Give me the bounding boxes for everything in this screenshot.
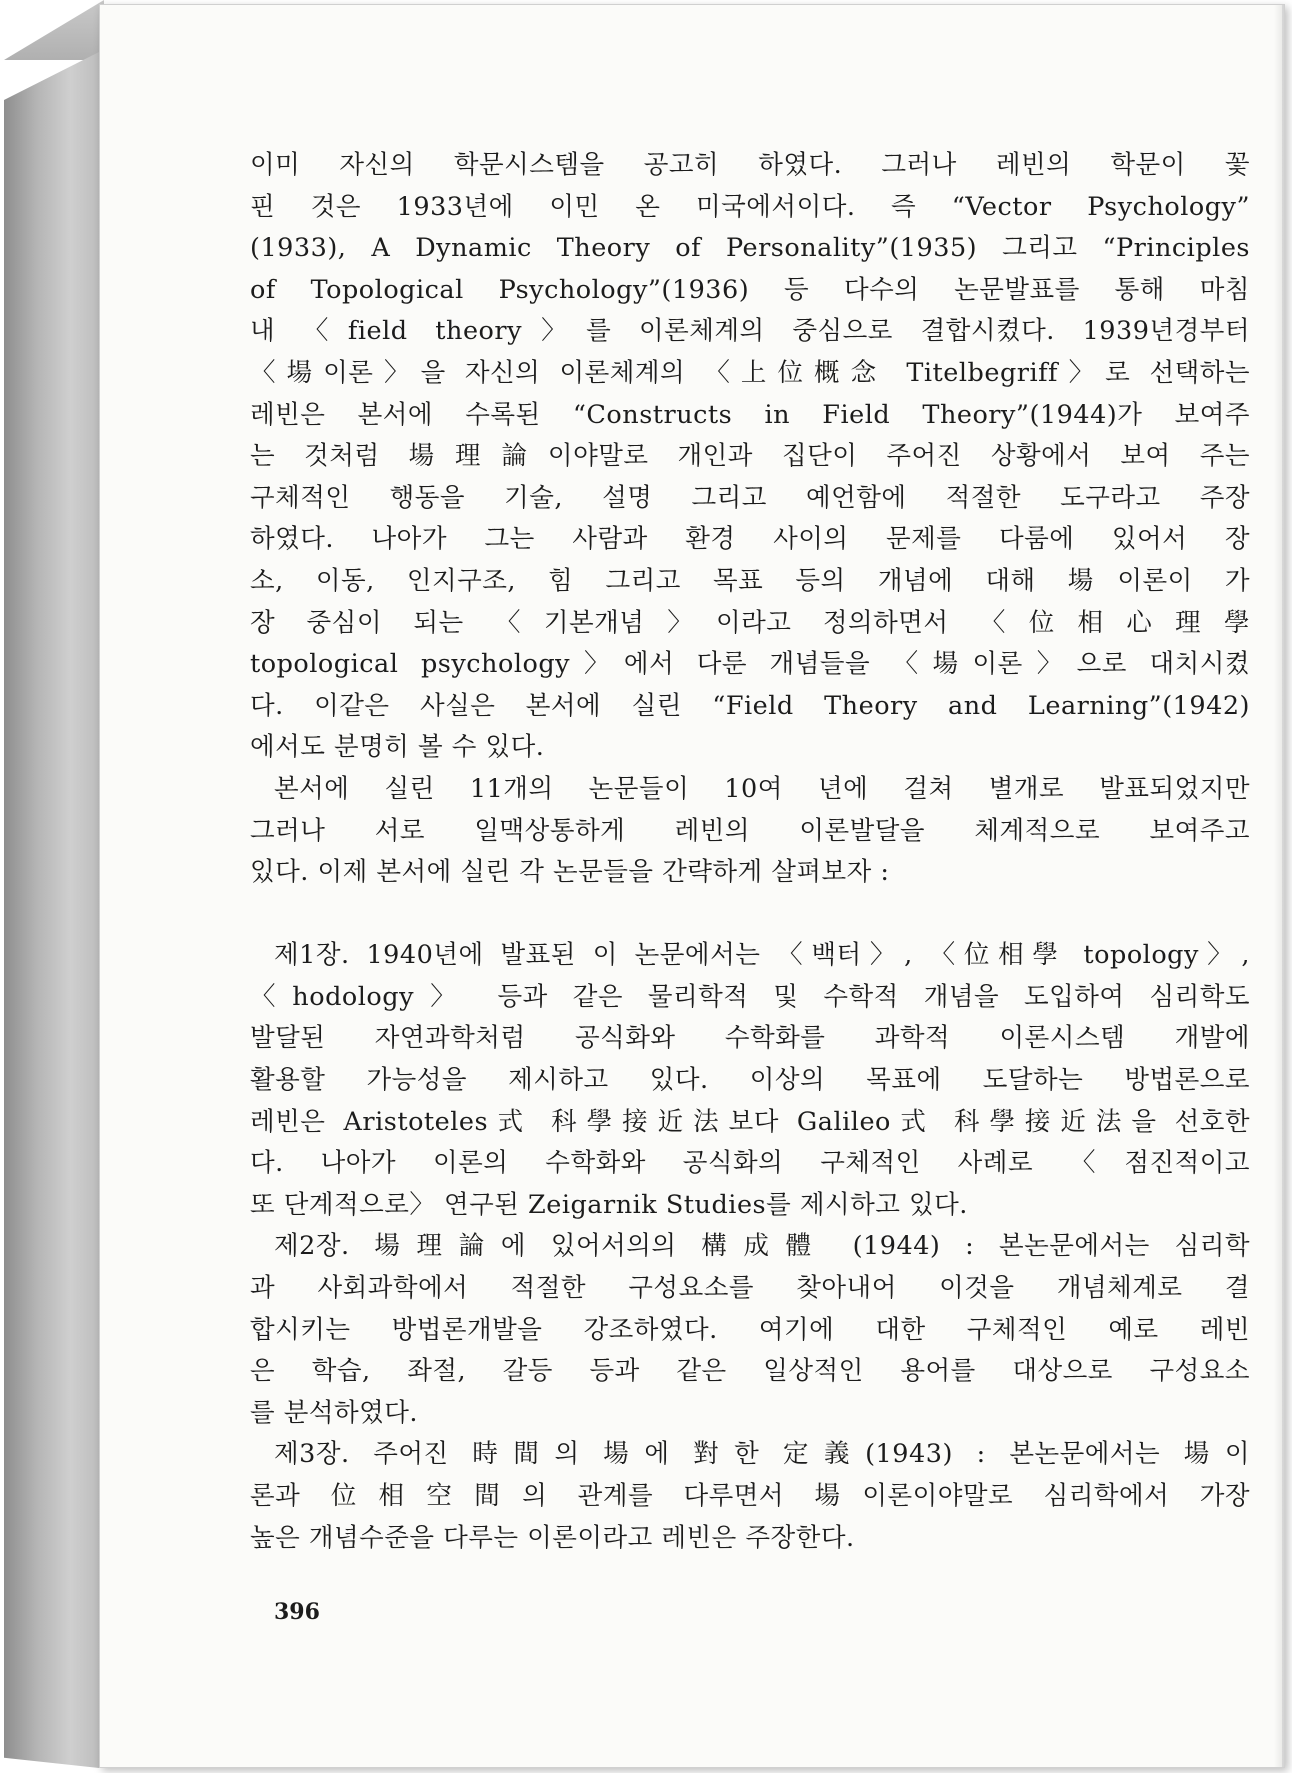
text-line: 높은 개념수준을 다루는 이론이라고 레빈은 주장한다. xyxy=(250,1522,855,1553)
text-line: 소, 이동, 인지구조, 힘 그리고 목표 등의 개념에 대해 場이론이 가 xyxy=(250,565,1250,596)
text-line: 있다. 이제 본서에 실린 각 논문들을 간략하게 살펴보자 : xyxy=(250,857,890,888)
text-line: 구체적인 행동을 기술, 설명 그리고 예언함에 적절한 도구라고 주장 xyxy=(250,482,1250,513)
text-line: 내 〈field theory〉를 이론체계의 중심으로 결합시켰다. 1939년경부터 xyxy=(250,316,1250,347)
text-line: 제2장. 場理論에 있어서의의 構成體 (1944) : 본논문에서는 심리학 xyxy=(274,1231,1250,1262)
text-line: 〈hodology〉 등과 같은 물리학적 및 수학적 개념을 도입하여 심리학도 xyxy=(250,981,1250,1012)
text-line: 핀 것은 1933년에 이민 온 미국에서이다. 즉 “Vector Psychology” xyxy=(250,191,1250,222)
text-line: 를 분석하였다. xyxy=(250,1397,419,1428)
text-line: 과 사회과학에서 적절한 구성요소를 찾아내어 이것을 개념체계로 결 xyxy=(250,1273,1250,1304)
text-line: 합시키는 방법론개발을 강조하였다. 여기에 대한 구체적인 예로 레빈 xyxy=(250,1314,1250,1345)
text-line: 본서에 실린 11개의 논문들이 10여 년에 걸쳐 별개로 발표되었지만 xyxy=(274,773,1250,804)
text-line: 하였다. 나아가 그는 사람과 환경 사이의 문제를 다룸에 있어서 장 xyxy=(250,524,1250,555)
text-line: 다. 이같은 사실은 본서에 실린 “Field Theory and Learning”(1942) xyxy=(250,690,1250,721)
page-number: 396 xyxy=(274,1599,320,1625)
text-line: 은 학습, 좌절, 갈등 등과 같은 일상적인 용어를 대상으로 구성요소 xyxy=(250,1356,1250,1387)
page-body-text xyxy=(250,145,1250,1559)
text-line: 레빈은 Aristoteles式 科學接近法보다 Galileo式 科學接近法을 선호한 xyxy=(250,1106,1250,1137)
text-line: 제3장. 주어진 時間의 場에 對한 定義(1943) : 본논문에서는 場이 xyxy=(274,1439,1250,1470)
text-line: of Topological Psychology”(1936) 등 다수의 논문발표를 통해 마침 xyxy=(250,274,1250,305)
text-line: 장 중심이 되는 〈기본개념〉이라고 정의하면서 〈位相心理學 xyxy=(250,607,1250,638)
text-line: 또 단계적으로〉 연구된 Zeigarnik Studies를 제시하고 있다. xyxy=(250,1189,968,1220)
book-page xyxy=(99,4,1285,1768)
text-line: (1933), A Dynamic Theory of Personality”(1935) 그리고 “Principles xyxy=(250,233,1250,264)
paragraph-gap xyxy=(250,894,1250,936)
text-line: 제1장. 1940년에 발표된 이 논문에서는 〈백터〉, 〈位相學 topology〉, xyxy=(274,940,1250,971)
text-line: 발달된 자연과학처럼 공식화와 수학화를 과학적 이론시스템 개발에 xyxy=(250,1023,1250,1054)
text-line: topological psychology〉에서 다룬 개념들을 〈場이론〉으로 대치시켰 xyxy=(250,649,1250,680)
book-top-edge xyxy=(4,0,104,60)
text-line: 이미 자신의 학문시스템을 공고히 하였다. 그러나 레빈의 학문이 꽃 xyxy=(250,150,1250,180)
text-line: 〈場이론〉을 자신의 이론체계의 〈上位概念 Titelbegriff〉로 선택하는 xyxy=(250,357,1250,388)
text-line: 론과 位相空間의 관계를 다루면서 場이론이야말로 심리학에서 가장 xyxy=(250,1481,1250,1511)
text-line: 레빈은 본서에 수록된 “Constructs in Field Theory”(1944)가 보여주 xyxy=(250,399,1250,430)
text-line: 는 것처럼 場理論이야말로 개인과 집단이 주어진 상황에서 보여 주는 xyxy=(250,441,1250,472)
page-edge-shade xyxy=(1274,5,1284,1767)
text-line: 그러나 서로 일맥상통하게 레빈의 이론발달을 체계적으로 보여주고 xyxy=(250,815,1250,846)
book-spine xyxy=(4,52,99,1768)
text-line: 에서도 분명히 볼 수 있다. xyxy=(250,732,545,763)
text-line: 다. 나아가 이론의 수학화와 공식화의 구체적인 사례로 〈점진적이고 xyxy=(250,1148,1250,1179)
text-line: 활용할 가능성을 제시하고 있다. 이상의 목표에 도달하는 방법론으로 xyxy=(250,1065,1250,1096)
